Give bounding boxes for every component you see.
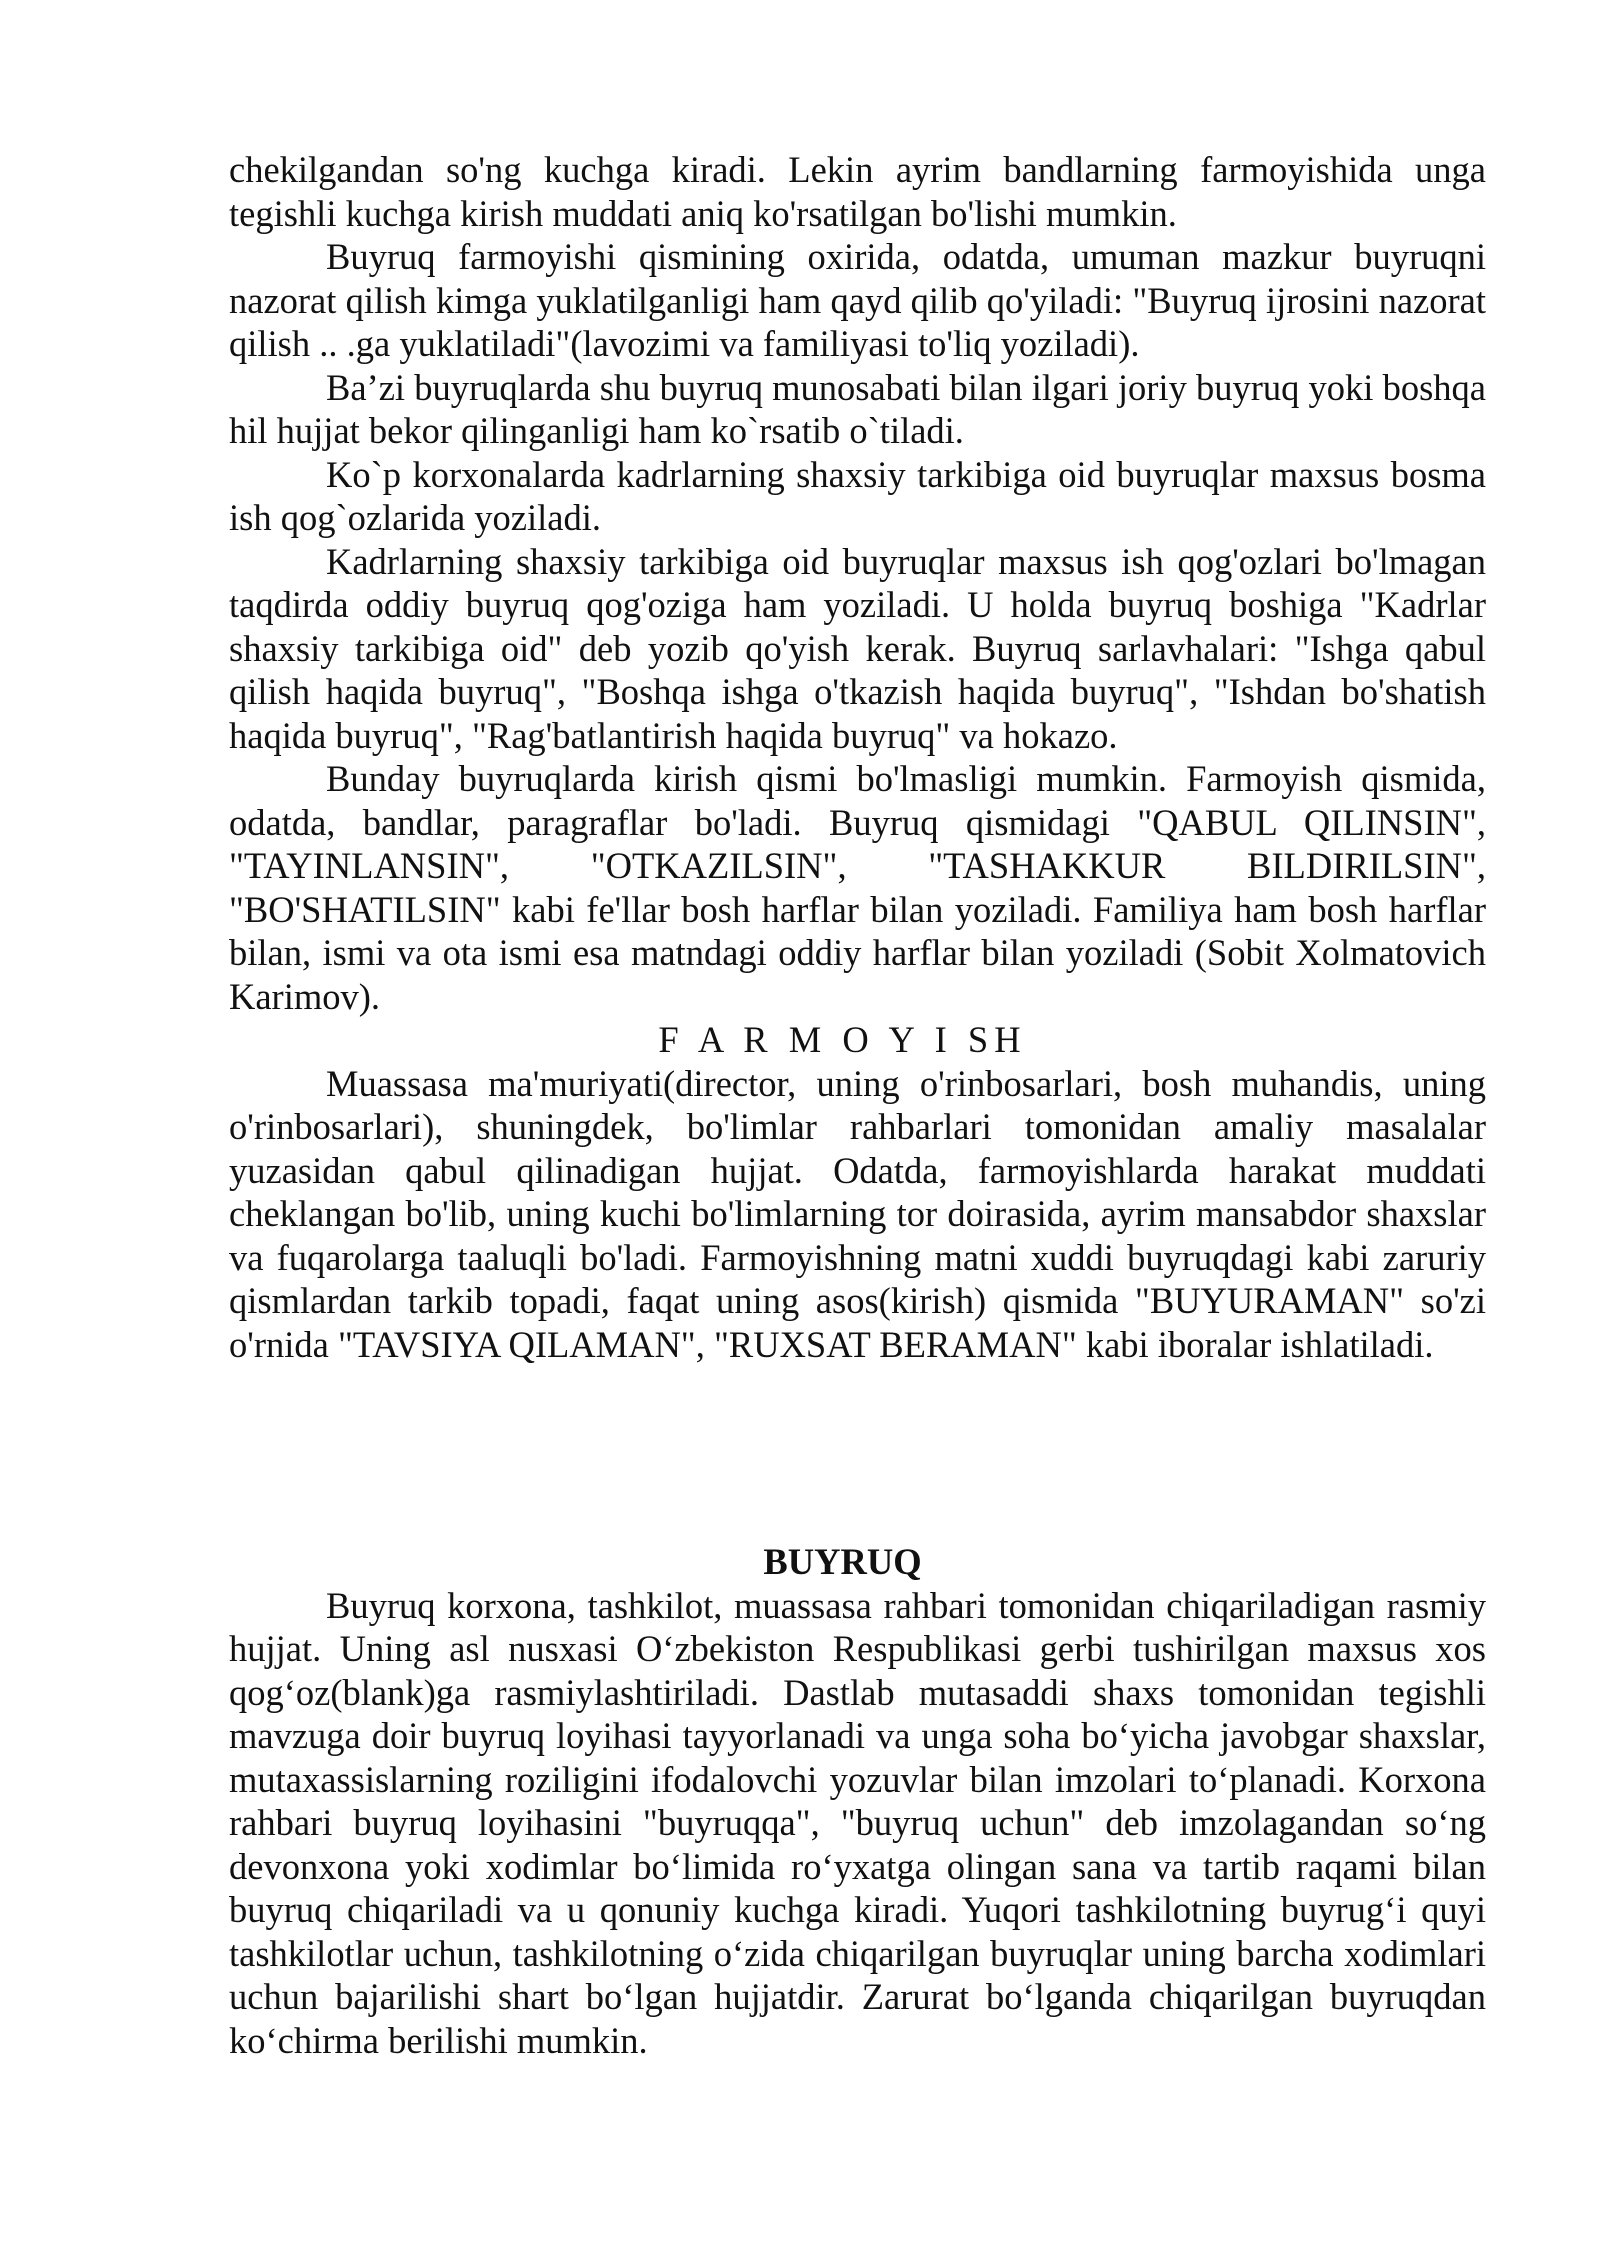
paragraph-order-sections: Bunday buyruqlarda kirish qismi bo'lmasligi mumkin. Farmoyish qismida, odatda, bandlar, paragraflar bo'ladi. Buyruq qismidagi "QABUL QILINSIN", "TAYINLANSIN", "OTKAZILSIN", "TASHAKKUR BILDIRILSIN", "BO'SHATILSIN" kabi fe'llar bosh harflar bilan yoziladi. Familiya ham bosh harflar bilan, ismi va ota ismi esa matndagi oddiy harflar bilan yoziladi (Sobit Xolmatovich Karimov). bbox=[229, 758, 1486, 1017]
buyruq-heading: BUYRUQ bbox=[763, 1541, 922, 1582]
document-page bbox=[229, 148, 1486, 2062]
paragraph-personnel-orders: Kadrlarning shaxsiy tarkibiga oid buyruqlar maxsus ish qog'ozlari bo'lmagan taqdirda oddiy buyruq qog'oziga ham yoziladi. U holda buyruq boshiga "Kadrlar shaxsiy tarkibiga oid" deb yozib qo'yish kerak. Buyruq sarlavhalari: "Ishga qabul qilish haqida buyruq", "Boshqa ishga o'tkazish haqida buyruq", "Ishdan bo'shatish haqida buyruq", "Rag'batlantirish haqida buyruq" va hokazo. bbox=[229, 540, 1486, 756]
paragraph-control: Buyruq farmoyishi qismining oxirida, odatda, umuman mazkur buyruqni nazorat qilish kimga yuklatilganligi ham qayd qilib qo'yiladi: "Buyruq ijrosini nazorat qilish .. .ga yuklatiladi"(lavozimi va familiyasi to'liq yoziladi). bbox=[229, 236, 1486, 364]
farmoyish-heading: F A R M O Y I SH bbox=[658, 1019, 1027, 1060]
section-gap bbox=[229, 1366, 1486, 1540]
buyruq-paragraph: Buyruq korxona, tashkilot, muassasa rahbari tomonidan chiqariladigan rasmiy hujjat. Uning asl nusxasi O‘zbekiston Respublikasi gerbi tushirilgan maxsus xos qog‘oz(blank)ga rasmiylashtiriladi. Dastlab mutasaddi shaxs tomonidan tegishli mavzuga doir buyruq loyihasi tayyorlanadi va unga soha bo‘yicha javobgar shaxslar, mutaxassislarning roziligini ifodalovchi yozuvlar bilan imzolari to‘planadi. Korxona rahbari buyruq loyihasini "buyruqqa", "buyruq uchun" deb imzolagandan so‘ng devonxona yoki xodimlar bo‘limida ro‘yxatga olingan sana va tartib raqami bilan buyruq chiqariladi va u qonuniy kuchga kiradi. Yuqori tashkilotning buyrug‘i quyi tashkilotlar uchun, tashkilotning o‘zida chiqarilgan buyruqlar uning barcha xodimlari uchun bajarilishi shart bo‘lgan hujjatdir. Zarurat bo‘lganda chiqarilgan buyruqdan ko‘chirma berilishi mumkin. bbox=[229, 1584, 1486, 2061]
farmoyish-paragraph: Muassasa ma'muriyati(director, uning o'rinbosarlari, bosh muhandis, uning o'rinbosarlari), shuningdek, bo'limlar rahbarlari tomonidan amaliy masalalar yuzasidan qabul qilinadigan hujjat. Odatda, farmoyishlarda harakat muddati cheklangan bo'lib, uning kuchi bo'limlarning tor doirasida, ayrim mansabdor shaxslar va fuqarolarga taaluqli bo'ladi. Farmoyishning matni xuddi buyruqdagi kabi zaruriy qismlardan tarkib topadi, faqat uning asos(kirish) qismida "BUYURAMAN" so'zi o'rnida "TAVSIYA QILAMAN", "RUXSAT BERAMAN" kabi iboralar ishlatiladi. bbox=[229, 1062, 1486, 1365]
paragraph-printed-forms: Ko`p korxonalarda kadrlarning shaxsiy tarkibiga oid buyruqlar maxsus bosma ish qog`ozlarida yoziladi. bbox=[229, 453, 1486, 538]
paragraph-cancellation: Ba’zi buyruqlarda shu buyruq munosabati bilan ilgari joriy buyruq yoki boshqa hil hujjat bekor qilinganligi ham ko`rsatib o`tiladi. bbox=[229, 366, 1486, 451]
paragraph-continuation: chekilgandan so'ng kuchga kiradi. Lekin ayrim bandlarning farmoyishida unga tegishli kuchga kirish muddati aniq ko'rsatilgan bo'lishi mumkin. bbox=[229, 149, 1486, 234]
